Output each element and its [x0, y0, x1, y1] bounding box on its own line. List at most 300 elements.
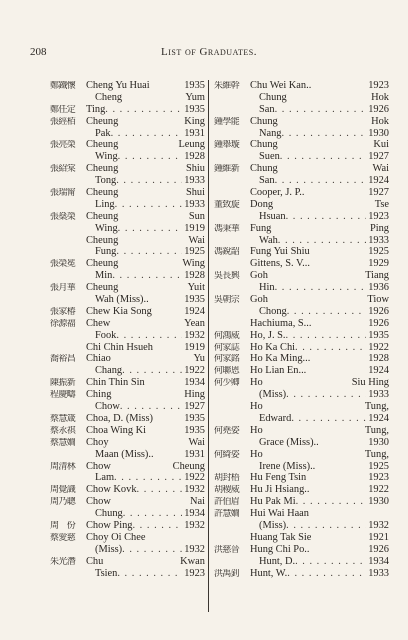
- graduation-year: 1935: [184, 103, 205, 115]
- name-part: Hunt, D.: [259, 555, 296, 567]
- entry-line: [50, 556, 205, 568]
- graduation-year: 1927: [368, 187, 389, 199]
- graduation-year: 1925: [368, 246, 389, 258]
- graduation-year: 1932: [184, 484, 205, 496]
- chinese-name: 張瑞甯: [50, 188, 76, 199]
- entry-line: [214, 139, 389, 151]
- chinese-name: 何鴻威: [214, 330, 240, 341]
- name-part: Cheung: [86, 258, 119, 270]
- chinese-name: 馮銳韶: [214, 247, 240, 258]
- romanized-name: [259, 437, 366, 449]
- graduate-entry: [214, 484, 389, 496]
- leader-dots: [137, 484, 183, 496]
- leader-dots: [287, 306, 367, 318]
- chinese-name: 許伯眉: [214, 497, 240, 508]
- entry-line: [50, 472, 205, 484]
- name-part: Hunt, W.: [250, 567, 288, 579]
- leader-dots: [287, 568, 366, 580]
- name-part: Hu Ji Hsiang..: [250, 484, 310, 496]
- page-header: [30, 46, 388, 62]
- entry-line: [214, 461, 389, 473]
- graduate-entry: [214, 425, 389, 449]
- leader-dots: [115, 199, 183, 211]
- entry-line: [214, 211, 389, 223]
- leader-dots: [132, 520, 182, 532]
- graduation-year: 1928: [184, 270, 205, 282]
- graduate-entry: [214, 139, 389, 163]
- leader-dots: [286, 211, 367, 223]
- entry-line: [214, 175, 389, 187]
- romanized-name: [86, 342, 182, 354]
- name-part: Cheung: [86, 115, 119, 127]
- entry-line: [214, 128, 389, 140]
- name-part: Nang: [259, 127, 282, 139]
- graduate-entry: [50, 484, 205, 496]
- graduation-year: 1933: [368, 567, 389, 579]
- name-part: Hin: [259, 282, 275, 294]
- graduation-year: 1934: [184, 508, 205, 520]
- name-part: Chin Thin Sin: [86, 377, 145, 389]
- graduate-entry: [50, 556, 205, 580]
- leader-dots: [291, 413, 366, 425]
- name-part: Hu Feng Tsin: [250, 472, 307, 484]
- entry-line: [214, 413, 389, 425]
- graduate-entry: [214, 246, 389, 270]
- leader-dots: [286, 520, 366, 532]
- chinese-name: 洪慈晉: [214, 544, 240, 555]
- entry-line: [50, 116, 205, 128]
- entry-line: [50, 377, 205, 389]
- entry-line: [214, 92, 389, 104]
- entry-line: [50, 425, 205, 437]
- entry-line: [50, 104, 205, 116]
- leader-dots: [275, 175, 367, 187]
- romanized-name: [250, 330, 366, 342]
- graduation-year: 1932: [184, 519, 205, 531]
- romanized-name: [250, 353, 366, 365]
- chinese-name: 周覺識: [50, 485, 76, 496]
- romanized-name: [250, 377, 389, 389]
- leader-dots: [295, 556, 366, 568]
- entry-line: [214, 365, 389, 377]
- name-part: Sun: [188, 210, 205, 222]
- romanized-name: [259, 389, 366, 401]
- entry-line: [50, 199, 205, 211]
- chinese-name: 鍾維新: [214, 164, 240, 175]
- graduation-year: 1933: [368, 389, 389, 401]
- name-part: Tiow: [367, 294, 389, 306]
- name-part: Goh: [250, 270, 268, 282]
- graduation-year: 1928: [184, 151, 205, 163]
- entry-line: [50, 484, 205, 496]
- graduation-year: 1923: [368, 80, 389, 91]
- chinese-name: 蔡慧箴: [50, 413, 76, 424]
- entry-line: [214, 556, 389, 568]
- entry-line: [50, 401, 205, 413]
- name-part: Edward: [259, 412, 292, 424]
- entry-line: [214, 246, 389, 258]
- romanized-name: [86, 306, 182, 318]
- romanized-name: [86, 353, 205, 365]
- name-part: Tse: [374, 198, 389, 210]
- leader-dots: [116, 246, 182, 258]
- graduate-entry: [214, 449, 389, 473]
- romanized-name: [95, 544, 182, 556]
- entry-line: [50, 92, 205, 104]
- graduation-year: 1929: [368, 258, 389, 270]
- name-part: Suen: [259, 151, 280, 163]
- name-part: Wing: [95, 151, 118, 163]
- graduation-year: 1935: [368, 329, 389, 341]
- romanized-name: [250, 270, 389, 282]
- entry-line: [50, 353, 205, 365]
- romanized-name: [86, 80, 182, 92]
- name-part: Hok: [371, 115, 389, 127]
- entry-line: [50, 211, 205, 223]
- romanized-name: [259, 520, 366, 532]
- romanized-name: [250, 80, 366, 92]
- romanized-name: [86, 282, 205, 294]
- graduate-entry: [214, 365, 389, 377]
- graduate-entry: [50, 425, 205, 437]
- chinese-name: 蔡永祺: [50, 425, 76, 436]
- romanized-name: [259, 92, 389, 104]
- name-part: Wai: [372, 163, 389, 175]
- graduate-entry: [50, 104, 205, 116]
- name-part: Pak: [95, 127, 111, 139]
- name-part: Hachiuma, S...: [250, 317, 312, 329]
- name-part: Ling: [95, 198, 115, 210]
- leader-dots: [275, 282, 367, 294]
- romanized-name: [95, 330, 182, 342]
- name-part: Hing: [184, 389, 205, 401]
- name-part: Lam: [95, 472, 115, 484]
- graduate-entry: [214, 342, 389, 354]
- name-part: Chow: [86, 496, 111, 508]
- entry-line: [50, 544, 205, 556]
- romanized-name: [86, 211, 205, 223]
- romanized-name: [95, 199, 182, 211]
- name-part: Cooper, J. P..: [250, 187, 305, 199]
- romanized-name: [95, 365, 182, 377]
- entry-line: [50, 258, 205, 270]
- entry-line: [50, 246, 205, 258]
- name-part: Choy Oi Chee: [86, 531, 146, 543]
- chinese-name: 周 份: [50, 520, 76, 531]
- romanized-name: [250, 163, 389, 175]
- name-part: Irene (Miss)..: [259, 460, 316, 472]
- chinese-name: 胡稷威: [214, 485, 240, 496]
- name-part: Choy: [86, 436, 109, 448]
- chinese-name: 吳長興: [214, 271, 240, 282]
- entry-line: [214, 330, 389, 342]
- romanized-name: [250, 401, 389, 413]
- leader-dots: [120, 401, 182, 413]
- entry-line: [214, 449, 389, 461]
- leader-dots: [295, 342, 366, 354]
- romanized-name: [86, 377, 182, 389]
- graduation-year: 1934: [184, 377, 205, 389]
- entry-line: [50, 330, 205, 342]
- romanized-name: [95, 128, 182, 140]
- entry-line: [50, 223, 205, 235]
- entry-line: [214, 163, 389, 175]
- entry-line: [50, 163, 205, 175]
- entry-line: [50, 294, 205, 306]
- romanized-name: [250, 258, 366, 270]
- romanized-name: [95, 294, 182, 306]
- graduate-entry: [50, 187, 205, 211]
- name-part: Yu: [193, 353, 205, 365]
- entry-line: [214, 484, 389, 496]
- name-part: Wing: [182, 258, 205, 270]
- leader-dots: [111, 128, 183, 140]
- graduate-entry: [50, 461, 205, 485]
- chinese-name: 程慶疇: [50, 390, 76, 401]
- graduate-entry: [214, 270, 389, 294]
- name-part: Hok: [371, 91, 389, 103]
- entry-line: [214, 496, 389, 508]
- romanized-name: [250, 484, 366, 496]
- romanized-name: [95, 568, 182, 580]
- entry-line: [214, 306, 389, 318]
- name-part: Tung,: [364, 424, 389, 436]
- name-part: Maan (Miss)..: [95, 448, 154, 460]
- graduate-entry: [50, 532, 205, 556]
- graduation-year: 1922: [184, 365, 205, 377]
- graduation-year: 1922: [184, 472, 205, 484]
- romanized-name: [250, 425, 389, 437]
- leader-dots: [114, 472, 182, 484]
- name-part: Chu Wei Kan..: [250, 80, 312, 91]
- romanized-name: [86, 258, 205, 270]
- name-part: Fung: [95, 246, 117, 258]
- name-part: Cheung: [86, 234, 119, 246]
- graduation-year: 1926: [368, 305, 389, 317]
- name-part: Shui: [185, 187, 205, 199]
- chinese-name: 徐源福: [50, 318, 76, 329]
- graduation-year: 1933: [368, 234, 389, 246]
- chinese-name: 蔡慧嫺: [50, 437, 76, 448]
- chinese-name: 洪禹釗: [214, 568, 240, 579]
- name-part: Chung: [250, 139, 278, 151]
- romanized-name: [95, 270, 182, 282]
- leader-dots: [116, 330, 182, 342]
- name-part: (Miss): [259, 519, 287, 531]
- chinese-name: 鍾學能: [214, 116, 240, 127]
- chinese-name: 鍾舉璇: [214, 140, 240, 151]
- romanized-name: [86, 187, 205, 199]
- name-part: Fook: [95, 329, 117, 341]
- leader-dots: [117, 568, 182, 580]
- chinese-name: 陳振新: [50, 378, 76, 389]
- romanized-name: [86, 235, 205, 247]
- entry-line: [50, 365, 205, 377]
- graduate-entry: [214, 163, 389, 199]
- name-part: Yean: [184, 317, 205, 329]
- graduate-entry: [50, 139, 205, 163]
- graduation-year: 1924: [368, 175, 389, 187]
- entry-line: [50, 413, 205, 425]
- entry-line: [214, 353, 389, 365]
- name-part: Chung: [250, 163, 278, 175]
- graduation-year: 1933: [184, 175, 205, 187]
- name-part: Chow Kovk: [86, 484, 137, 496]
- entry-line: [214, 342, 389, 354]
- running-title: List of Graduates.: [161, 46, 257, 58]
- romanized-name: [259, 128, 366, 140]
- romanized-name: [95, 401, 182, 413]
- entry-line: [50, 532, 205, 544]
- name-part: Hung Chi Po..: [250, 543, 310, 555]
- graduation-year: 1924: [368, 365, 389, 377]
- chinese-name: 何家誌: [214, 342, 240, 353]
- graduate-entry: [214, 508, 389, 544]
- romanized-name: [259, 175, 366, 187]
- chinese-name: 胡封梧: [214, 473, 240, 484]
- chinese-name: 何堯姿: [214, 425, 240, 436]
- entry-line: [214, 401, 389, 413]
- name-part: Cheung: [86, 139, 119, 151]
- name-part: Ting: [86, 103, 106, 115]
- entry-line: [214, 472, 389, 484]
- graduate-entry: [50, 437, 205, 461]
- romanized-name: [95, 449, 182, 461]
- entry-line: [214, 318, 389, 330]
- entry-line: [214, 104, 389, 116]
- graduate-entry: [214, 223, 389, 247]
- entry-line: [214, 389, 389, 401]
- leader-dots: [116, 175, 182, 187]
- romanized-name: [259, 413, 366, 425]
- romanized-name: [86, 104, 182, 116]
- graduate-entry: [50, 211, 205, 259]
- entry-line: [50, 306, 205, 318]
- romanized-name: [95, 151, 182, 163]
- entry-line: [50, 318, 205, 330]
- graduation-year: 1935: [184, 294, 205, 306]
- entry-line: [50, 508, 205, 520]
- entry-line: [214, 437, 389, 449]
- name-part: Chu: [86, 555, 104, 567]
- name-part: Fung Yui Shiu: [250, 246, 310, 258]
- chinese-name: 蔡愛慈: [50, 532, 76, 543]
- leader-dots: [286, 389, 366, 401]
- romanized-name: [86, 437, 205, 449]
- name-part: Ching: [86, 389, 112, 401]
- chinese-name: 周清林: [50, 461, 76, 472]
- graduation-year: 1922: [368, 341, 389, 353]
- chinese-name: 許慧嫺: [214, 509, 240, 520]
- romanized-name: [250, 199, 389, 211]
- romanized-name: [250, 294, 389, 306]
- entry-line: [214, 532, 389, 544]
- name-part: (Miss): [95, 543, 123, 555]
- entry-line: [50, 282, 205, 294]
- graduation-year: 1930: [368, 436, 389, 448]
- graduate-entry: [214, 377, 389, 425]
- romanized-name: [250, 365, 366, 377]
- name-part: Ho Lian En...: [250, 365, 307, 377]
- name-part: Fung: [250, 222, 272, 234]
- leader-dots: [122, 544, 182, 556]
- entry-line: [50, 270, 205, 282]
- romanized-name: [86, 556, 205, 568]
- leader-dots: [118, 223, 183, 235]
- entry-line: [50, 139, 205, 151]
- entry-line: [214, 223, 389, 235]
- entry-line: [50, 342, 205, 354]
- name-part: Gittens, S. V...: [250, 258, 310, 270]
- romanized-name: [250, 116, 389, 128]
- name-part: Wai: [188, 234, 205, 246]
- chinese-name: 鄭任定: [50, 104, 76, 115]
- chinese-name: 張月華: [50, 283, 76, 294]
- graduation-year: 1930: [368, 496, 389, 508]
- graduation-year: 1934: [368, 555, 389, 567]
- romanized-name: [95, 92, 205, 104]
- name-part: Yuit: [187, 282, 205, 294]
- graduate-entry: [50, 520, 205, 532]
- graduation-year: 1923: [368, 210, 389, 222]
- graduation-year: 1930: [368, 127, 389, 139]
- name-part: Chow: [95, 401, 120, 413]
- chinese-name: 何聯恩: [214, 366, 240, 377]
- romanized-name: [250, 449, 389, 461]
- romanized-name: [86, 484, 182, 496]
- chinese-name: 朱光潛: [50, 556, 76, 567]
- name-part: (Miss): [259, 389, 287, 401]
- graduate-entry: [50, 80, 205, 104]
- name-part: Kwan: [180, 555, 205, 567]
- entry-line: [50, 151, 205, 163]
- leader-dots: [282, 128, 367, 140]
- chinese-name: 何少卿: [214, 378, 240, 389]
- romanized-name: [86, 520, 182, 532]
- entry-line: [214, 544, 389, 556]
- romanized-name: [259, 556, 366, 568]
- graduate-entry: [50, 496, 205, 520]
- romanized-name: [250, 472, 366, 484]
- name-part: Ho Ka Chi: [250, 341, 296, 353]
- name-part: Ping: [369, 222, 389, 234]
- entry-line: [50, 496, 205, 508]
- romanized-name: [95, 508, 182, 520]
- name-part: San: [259, 103, 275, 115]
- name-part: Chung: [250, 115, 278, 127]
- graduation-year: 1935: [184, 424, 205, 436]
- entry-line: [214, 258, 389, 270]
- chinese-name: 何綺姿: [214, 449, 240, 460]
- chinese-name: 馮秉華: [214, 223, 240, 234]
- name-part: Tiang: [365, 270, 389, 282]
- leader-dots: [296, 496, 367, 508]
- name-part: Tsien: [95, 567, 118, 579]
- graduate-entry: [50, 389, 205, 413]
- graduation-year: 1926: [368, 543, 389, 555]
- entry-line: [214, 151, 389, 163]
- entry-line: [50, 449, 205, 461]
- graduate-entry: [50, 258, 205, 282]
- name-part: Chew Kia Song: [86, 305, 152, 317]
- entry-line: [214, 80, 389, 92]
- name-part: Hsuan: [259, 210, 286, 222]
- name-part: Cheng Yu Huai: [86, 80, 150, 91]
- romanized-name: [259, 235, 366, 247]
- entry-line: [214, 568, 389, 580]
- romanized-name: [95, 472, 182, 484]
- graduate-entry: [50, 116, 205, 140]
